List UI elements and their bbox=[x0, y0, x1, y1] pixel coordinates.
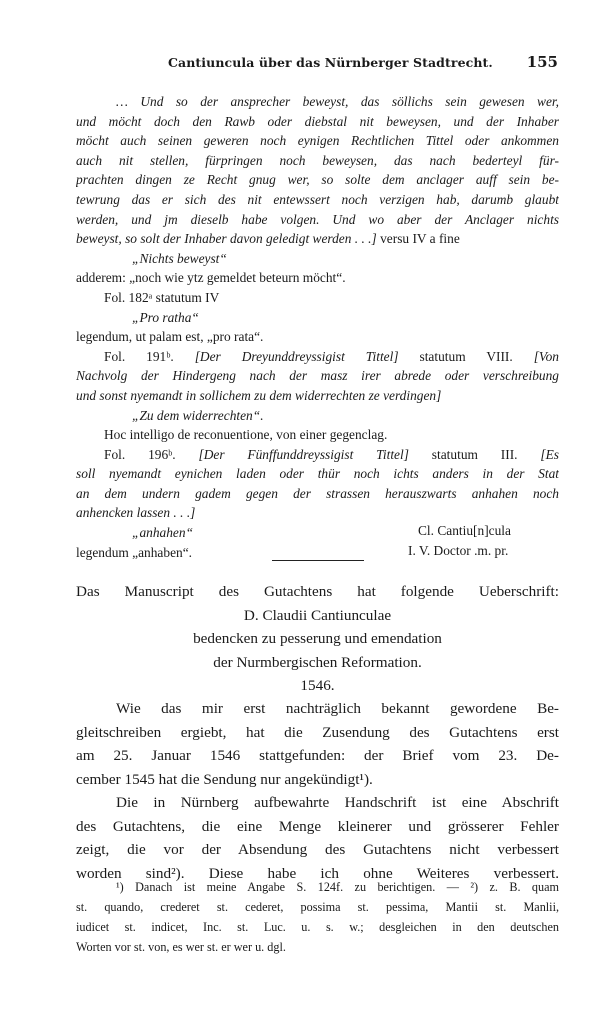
excerpt-line: an dem undern gadem gegen der strassen herauszwarts anhahen noch bbox=[76, 485, 559, 501]
note-reconuentione: Hoc intelligo de reconuentione, von einer gegenclag. bbox=[104, 427, 388, 443]
folio-191-ref: Fol. 191ᵇ. bbox=[104, 348, 195, 364]
excerpt-line-end bbox=[76, 229, 559, 249]
body-line: Wie das mir erst nachträglich bekannt gewordene Be- bbox=[116, 700, 559, 717]
excerpt-line: und sonst nyemandt in sollichem zu dem widerrechten ze verdingen] bbox=[76, 387, 442, 403]
emendation-pro-rata: legendum, ut palam est, „pro rata“. bbox=[76, 329, 264, 345]
footnote-line: Worten vor st. von, es wer st. er wer u. dgl. bbox=[76, 940, 286, 954]
excerpt-line: … Und so der ansprecher beweyst, das söllichs sein gewesen wer, bbox=[116, 94, 559, 109]
statute-8: statutum VIII. bbox=[398, 348, 534, 364]
lemma-pro-ratha: „Pro ratha“ bbox=[132, 309, 199, 325]
folio-182: Fol. 182ᵃ statutum IV bbox=[104, 289, 220, 305]
emendation-adderem: adderem: „noch wie ytz gemeldet beteurn möcht“. bbox=[76, 270, 346, 286]
excerpt-line: auch nit stellen, fürpringen noch beweysen, das nach bederteyl für- bbox=[76, 152, 559, 168]
body-line: des Gutachtens, die eine Menge kleinerer und grösserer Fehler bbox=[76, 817, 559, 835]
section-divider bbox=[272, 560, 364, 561]
body-line: am 25. Januar 1546 stattgefunden: der Brief vom 23. De- bbox=[76, 747, 559, 764]
folio-196 bbox=[76, 445, 559, 465]
statute-3: statutum III. bbox=[408, 446, 541, 462]
lemma-anhahen: „anhahen“ bbox=[132, 525, 194, 541]
folio-191 bbox=[76, 347, 559, 367]
manuscript-intro: Das Manuscript des Gutachtens hat folgende Ueberschrift: bbox=[76, 583, 559, 600]
title-33: [Der Dreyunddreyssigist Tittel] bbox=[194, 348, 399, 364]
signature-title: I. V. Doctor .m. pr. bbox=[408, 542, 509, 558]
excerpt-italic: beweyst, so solt der Inhaber davon geledigt werden . . .] bbox=[76, 231, 377, 247]
body-line: cember 1545 hat die Sendung nur angekündigt¹). bbox=[76, 770, 373, 788]
footnote-line: iudicet st. indicet, Inc. st. Luc. u. s. w.; desgleichen in den deutschen bbox=[76, 920, 559, 934]
running-title: Cantiuncula über das Nürnberger Stadtrecht. bbox=[168, 55, 493, 70]
signature-name: Cl. Cantiu[n]cula bbox=[418, 523, 511, 538]
footnotes bbox=[76, 877, 559, 957]
body-line: Die in Nürnberg aufbewahrte Handschrift ist eine Abschrift bbox=[116, 794, 559, 811]
excerpt-line: werden, und jm dieselb habe volgen. Und wo aber der Anclager nichts bbox=[76, 211, 559, 227]
quote-start: [Von bbox=[533, 348, 559, 364]
manuscript-year: 1546. bbox=[300, 677, 335, 694]
lemma-widerrechten: „Zu dem widerrechten“. bbox=[132, 407, 264, 423]
excerpt-line: tewrung das er sich des nit entewssert noch verzigen hab, darumb glaubt bbox=[76, 191, 559, 207]
excerpt-line: soll nyemandt eynichen laden oder thür noch ichts anders in der Stat bbox=[76, 466, 559, 482]
manuscript-title-3: der Nurmbergischen Reformation. bbox=[213, 653, 422, 671]
body-line: gleitschreiben ergiebt, hat die Zusendung des Gutachtens erst bbox=[76, 723, 559, 741]
quoted-excerpt bbox=[76, 92, 559, 562]
manuscript-title-2: bedencken zu pesserung und emendation bbox=[193, 630, 442, 647]
lemma-nichts-beweyst: „Nichts beweyst“ bbox=[132, 250, 227, 266]
excerpt-line: prachten dingen ze Recht gnug wer, so solte dem anclager auff sein be- bbox=[76, 172, 559, 188]
excerpt-line: Nachvolg der Hindergeng nach der masz irer abrede oder verschreibung bbox=[76, 368, 559, 384]
verse-reference: versu IV a fine bbox=[376, 231, 460, 247]
signature-block bbox=[408, 521, 568, 560]
page-number: 155 bbox=[526, 53, 558, 71]
excerpt-line: möcht auch seinen geweren noch eynigen Rechtlichen Tittel oder ankommen bbox=[76, 133, 559, 149]
quote-start: [Es bbox=[540, 446, 559, 462]
body-text bbox=[76, 697, 559, 885]
body-line: worden sind²). Diese habe ich ohne Weiteres verbessert. bbox=[76, 864, 559, 882]
folio-196-ref: Fol. 196ᵇ. bbox=[104, 446, 199, 462]
title-35: [Der Fünffunddreyssigist Tittel] bbox=[198, 446, 409, 462]
running-header bbox=[76, 52, 558, 74]
body-line: zeigt, die vor der Absendung des Gutachtens nicht verbessert bbox=[76, 841, 559, 858]
manuscript-heading bbox=[76, 580, 559, 698]
excerpt-line: und möcht doch den Rawb oder diebstal nit beweysen, und der Inhaber bbox=[76, 113, 559, 129]
manuscript-title-1: D. Claudii Cantiunculae bbox=[243, 606, 392, 624]
footnote-line: ¹) Danach ist meine Angabe S. 124f. zu berichtigen. — ²) z. B. quam bbox=[116, 880, 559, 894]
excerpt-line: anhencken lassen . . .] bbox=[76, 505, 196, 521]
footnote-line: st. quando, crederet st. cederet, possima st. pessima, Mantii st. Manlii, bbox=[76, 900, 559, 914]
emendation-anhaben: legendum „anhaben“. bbox=[76, 544, 192, 560]
